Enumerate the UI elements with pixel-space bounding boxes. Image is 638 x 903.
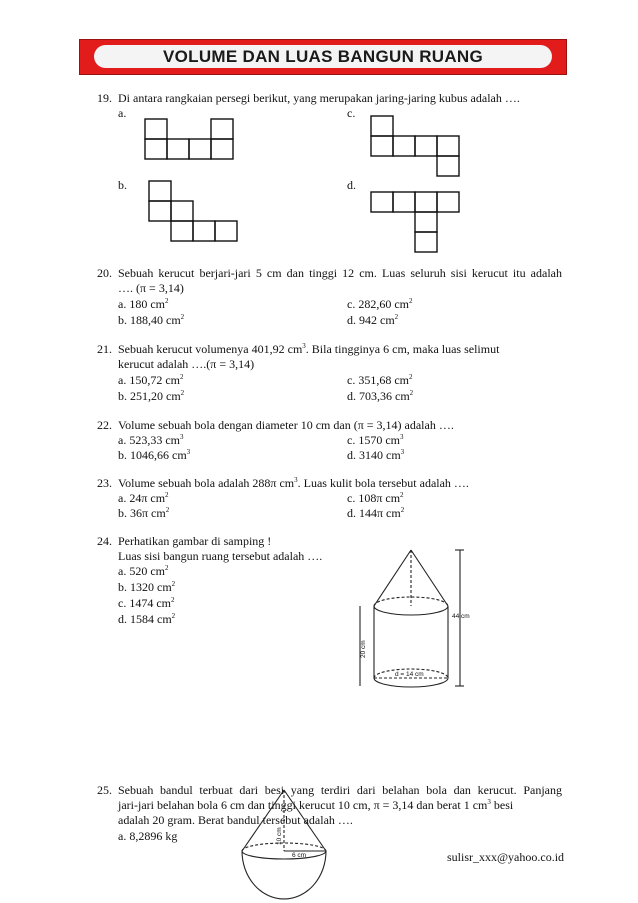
q23-option-a: a. 24π $cm^2$ <box>118 491 169 505</box>
q24-option-b: b. 1320 $cm^2$ <box>118 580 176 594</box>
fig24-diameter-label: d = 14 cm <box>395 671 424 678</box>
q20-option-c: c. 282,60 $cm^2$ <box>347 297 413 311</box>
cube-net-c <box>370 115 462 177</box>
q22-option-a: a. 523,33 $cm^3$ <box>118 433 184 447</box>
q20-number: 20. <box>97 266 112 280</box>
cube-net-a <box>144 118 236 160</box>
q22-text: Volume sebuah bola dengan diameter 10 cm dan (π = 3,14) adalah …. <box>118 418 454 432</box>
q21-text-line1: Sebuah kerucut volumenya 401,92 $cm^3$. Bila tingginya 6 cm, maka luas selimut <box>118 342 500 356</box>
q23-option-b: b. 36π $cm^2$ <box>118 506 170 520</box>
q24-option-a: a. 520 $cm^2$ <box>118 564 169 578</box>
q22-option-c: c. 1570 $cm^3$ <box>347 433 404 447</box>
q24-text-line1: Perhatikan gambar di samping ! <box>118 534 272 548</box>
q20-text-line1: Sebuah kerucut berjari-jari 5 cm dan tinggi 12 cm. Luas seluruh sisi kerucut itu adalah <box>118 266 562 280</box>
q23-text: Volume sebuah bola adalah 288π $cm^3$. Luas kulit bola tersebut adalah …. <box>118 476 469 490</box>
q24-number: 24. <box>97 534 112 548</box>
q20-option-a: a. 180 $cm^2$ <box>118 297 169 311</box>
cone-cylinder-figure <box>350 548 480 698</box>
q21-option-b: b. 251,20 $cm^2$ <box>118 389 185 403</box>
q20-option-b: b. 188,40 $cm^2$ <box>118 313 185 327</box>
q25-text-line3: adalah 20 gram. Berat bandul tersebut adalah …. <box>118 813 353 827</box>
title-banner <box>80 40 566 74</box>
q22-option-b: b. 1046,66 $cm^3$ <box>118 448 191 462</box>
title-banner-inner <box>94 45 552 68</box>
q25-text-line2: jari-jari belahan bola 6 cm dan tinggi kerucut 10 cm, π = 3,14 dan berat 1 $cm^3$ besi <box>118 798 514 812</box>
q25-option-a: a. 8,2896 kg <box>118 829 178 843</box>
q21-option-a: a. 150,72 $cm^2$ <box>118 373 184 387</box>
q24-option-c: c. 1474 $cm^2$ <box>118 596 175 610</box>
q21-option-c: c. 351,68 $cm^2$ <box>347 373 413 387</box>
cube-net-b <box>148 180 240 242</box>
q19-option-d-label: d. <box>347 178 356 192</box>
footer-email: sulisr_xxx@yahoo.co.id <box>447 850 565 864</box>
page-title: VOLUME DAN LUAS BANGUN RUANG <box>162 47 484 66</box>
q22-option-d: d. 3140 $cm^3$ <box>347 448 405 462</box>
q19-option-b-label: b. <box>118 178 127 192</box>
q19-number: 19. <box>97 91 112 105</box>
q23-number: 23. <box>97 476 112 490</box>
q20-text-line2: …. (π = 3,14) <box>118 281 184 295</box>
q24-option-d: d. 1584 $cm^2$ <box>118 612 176 626</box>
cube-net-d <box>370 191 462 253</box>
fig25-radius-label: 6 cm <box>292 852 307 859</box>
q22-number: 22. <box>97 418 112 432</box>
q25-number: 25. <box>97 783 112 797</box>
q23-option-d: d. 144π $cm^2$ <box>347 506 405 520</box>
q19-option-a-label: a. <box>118 106 127 120</box>
q19-text: Di antara rangkaian persegi berikut, yang merupakan jaring-jaring kubus adalah …. <box>118 91 520 105</box>
q21-number: 21. <box>97 342 112 356</box>
q25-text-line1: Sebuah bandul terbuat dari besi yang terdiri dari belahan bola dan kerucut. Panjang <box>118 783 562 797</box>
q24-text-line2: Luas sisi bangun ruang tersebut adalah …. <box>118 549 323 563</box>
q19-option-c-label: c. <box>347 106 356 120</box>
fig24-cylinder-height-label: 20 cm <box>360 640 367 658</box>
fig24-total-height-label: 44 cm <box>452 613 470 620</box>
q20-option-d: d. 942 $cm^2$ <box>347 313 399 327</box>
q21-text-line2: kerucut adalah ….(π = 3,14) <box>118 357 255 371</box>
fig25-height-label: 10 cm <box>276 827 283 845</box>
q23-option-c: c. 108π $cm^2$ <box>347 491 404 505</box>
q21-option-d: d. 703,36 $cm^2$ <box>347 389 414 403</box>
pendulum-figure <box>236 790 336 903</box>
